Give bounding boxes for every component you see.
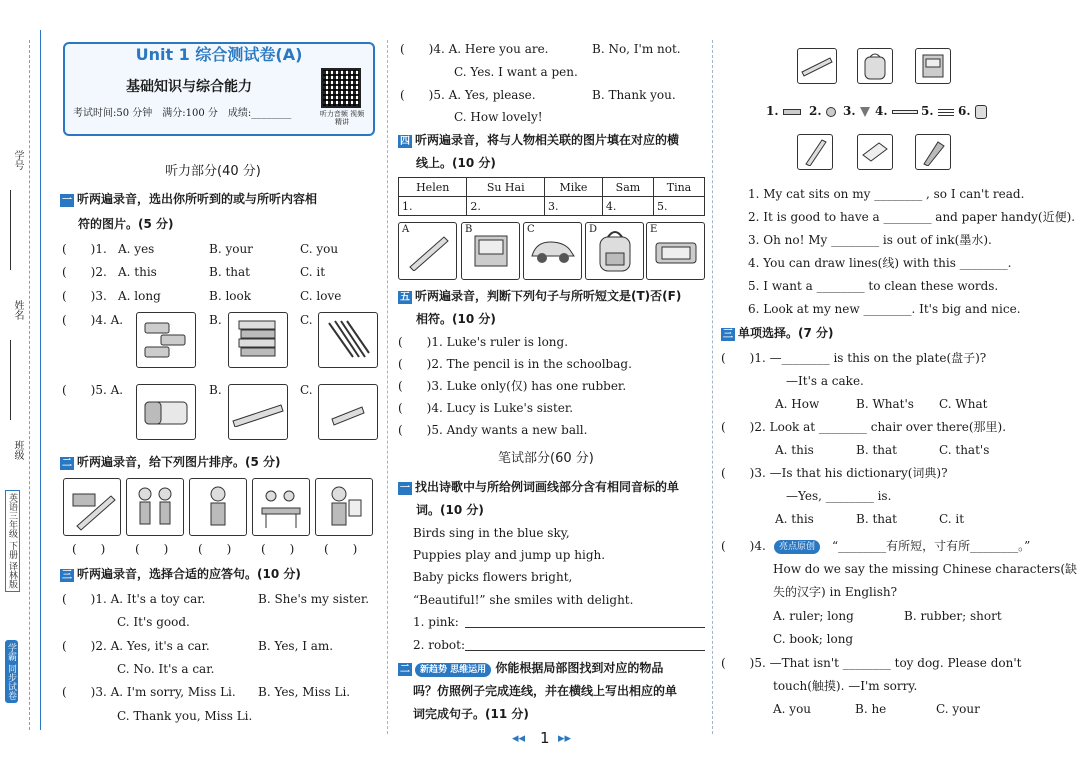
mc-q4-a[interactable]: A. ruler; long	[773, 609, 854, 623]
sort-picture-classroom[interactable]	[252, 478, 310, 536]
s1-q3-b[interactable]: B. look	[209, 289, 252, 303]
exam-info: 考试时间:50 分钟 满分:100 分 成绩:________	[73, 108, 292, 119]
button-fragment-icon	[826, 107, 836, 117]
s1-q2-c[interactable]: C. it	[300, 265, 326, 279]
mc-q4-text1: How do we say the missing Chinese characters(缺	[773, 562, 1078, 576]
number: 6.	[958, 104, 971, 118]
trend-tag: 新趋势 思维运用	[415, 663, 491, 677]
s3-q3[interactable]: ( )3. A. I'm sorry, Miss Li.	[62, 685, 236, 699]
partial-2	[809, 103, 836, 119]
sort-blank-3[interactable]: ( )	[198, 542, 232, 556]
short-ruler-picture[interactable]	[318, 384, 378, 440]
page-subtitle: 基础知识与综合能力	[126, 79, 252, 95]
sentence-4[interactable]: 4. You can draw lines(线) with this ________.	[748, 256, 1012, 270]
s5-item-5[interactable]: ( )5. Andy wants a new ball.	[398, 423, 588, 437]
binding-strip	[0, 0, 48, 764]
s5-item-4[interactable]: ( )4. Lucy is Luke's sister.	[398, 401, 574, 415]
class-label: 班级	[12, 440, 23, 460]
option-label: E	[650, 224, 658, 235]
ruler-picture[interactable]	[797, 48, 837, 84]
rubber-small-picture[interactable]	[857, 134, 893, 170]
poem-line-1: Birds sing in the blue sky,	[413, 526, 570, 540]
mc-q2-a[interactable]: A. this	[775, 443, 814, 457]
q-robot: 2. robot:	[413, 638, 465, 652]
sentence-5[interactable]: 5. I want a ________ to clean these words.	[748, 279, 999, 293]
mc-q4-b[interactable]: B. rubber; short	[904, 609, 1002, 623]
sort-blank-2[interactable]: ( )	[135, 542, 169, 556]
option-a-pencil[interactable]	[398, 222, 457, 280]
number: 2.	[809, 104, 822, 118]
cut-line	[29, 40, 30, 730]
s1-q3-a[interactable]: A. long	[118, 289, 161, 303]
listening-s5-title2: 相符。(10 分)	[416, 312, 496, 326]
number: 5.	[921, 104, 934, 118]
page-number: 1	[540, 729, 550, 747]
mc-q3-b[interactable]: B. that	[856, 512, 897, 526]
sentence-3[interactable]: 3. Oh no! My ________ is out of ink(墨水).	[748, 233, 992, 247]
pink-answer-line[interactable]	[465, 627, 705, 628]
s1-q5-b-label: B.	[209, 383, 222, 397]
s1-q1-b[interactable]: B. your	[209, 242, 253, 256]
pen-picture[interactable]	[915, 134, 951, 170]
qr-code[interactable]	[321, 68, 361, 108]
column-divider-2	[712, 40, 713, 734]
section-number: 一	[400, 483, 410, 494]
names-table	[398, 177, 705, 216]
sentence-2[interactable]: 2. It is good to have a ________ and paper handy(近便).	[748, 210, 1076, 224]
partial-5	[921, 103, 954, 119]
answer-blank[interactable]: 4.	[602, 197, 653, 216]
option-c-car[interactable]	[523, 222, 582, 280]
mc-q4-num[interactable]: ( )4.	[721, 539, 766, 553]
listening-heading: 听力部分(40 分)	[165, 164, 261, 179]
binding-rule	[40, 30, 41, 730]
sort-picture-ruler[interactable]	[63, 478, 121, 536]
mc-q4-text2: 失的汉字) in English?	[773, 585, 898, 599]
answer-row	[399, 197, 705, 216]
s1-q1-c[interactable]: C. you	[300, 242, 339, 256]
qr-caption: 听力音频 视频精讲	[319, 110, 365, 126]
mc-q1-answer: —It's a cake.	[786, 374, 864, 388]
section-number: 二	[400, 664, 410, 675]
s5-item-1[interactable]: ( )1. Luke's ruler is long.	[398, 335, 569, 349]
long-ruler-picture[interactable]	[228, 384, 288, 440]
mc-q1[interactable]: ( )1. —________ is this on the plate(盘子)?	[721, 351, 987, 365]
s1-q3-c[interactable]: C. love	[300, 289, 342, 303]
option-b-book[interactable]	[461, 222, 520, 280]
writing-s2-title1	[398, 660, 663, 677]
writing-s1-title2: 词。(10 分)	[416, 503, 484, 517]
section-title: 听两遍录音，选出你所听到的或与所听内容相	[77, 192, 318, 206]
series-label: 学霸 同步试卷	[5, 640, 18, 703]
mc-q5-c[interactable]: C. your	[936, 702, 980, 716]
s1-q4-b-label: B.	[209, 313, 222, 327]
mc-q3[interactable]: ( )3. —Is that his dictionary(词典)?	[721, 466, 948, 480]
mc-q4-proverb: “________有所短，寸有所________。”	[832, 539, 1031, 553]
section-number: 三	[62, 570, 72, 581]
s3-q3-b[interactable]: B. Yes, Miss Li.	[258, 685, 351, 699]
section-title: 听两遍录音，选择合适的应答句。(10 分)	[77, 567, 301, 581]
footer-prev-icon[interactable]: ◂◂	[512, 731, 526, 746]
listening-s4-title1	[398, 132, 679, 148]
s1-q1-a[interactable]: A. yes	[118, 242, 155, 256]
section-title: 听两遍录音，将与人物相关联的图片填在对应的横	[415, 133, 680, 147]
s1-q1-num: ( )1.	[62, 242, 107, 256]
answer-blank[interactable]: 3.	[545, 197, 603, 216]
pen-tip-fragment-icon	[860, 107, 870, 117]
robot-answer-line[interactable]	[465, 650, 705, 651]
s1-q4-c-label: C.	[300, 313, 313, 327]
number: 1.	[766, 104, 779, 118]
s1-q2-a[interactable]: A. this	[118, 265, 157, 279]
name-cell: Tina	[653, 178, 704, 197]
listening-s1-title1	[60, 191, 317, 207]
student-id-label: 学号	[12, 150, 23, 170]
s3-q1-c[interactable]: C. It's good.	[117, 615, 190, 629]
pencil-fragment-icon	[892, 110, 918, 114]
listening-s3-title	[60, 566, 301, 582]
mc-q1-b[interactable]: B. What's	[856, 397, 914, 411]
mc-q3-c[interactable]: C. it	[939, 512, 965, 526]
s3-q5-b[interactable]: B. Thank you.	[592, 88, 676, 102]
writing-s3-title	[721, 325, 834, 341]
option-label: B	[465, 224, 473, 235]
book-picture[interactable]	[915, 48, 951, 84]
mc-q2-b[interactable]: B. that	[856, 443, 897, 457]
listening-s5-title1	[398, 288, 681, 304]
option-label: D	[589, 224, 598, 235]
option-e-pencil-case[interactable]	[646, 222, 705, 280]
section-title: 听两遍录音，判断下列句子与所听短文是(T)否(F)	[415, 289, 682, 303]
partial-3	[843, 103, 870, 119]
name-cell: Sam	[602, 178, 653, 197]
rubber-picture[interactable]	[136, 384, 196, 440]
listening-s2-title	[60, 454, 281, 470]
s3-q1-b[interactable]: B. She's my sister.	[258, 592, 370, 606]
name-cell: Mike	[545, 178, 603, 197]
s3-q2-b[interactable]: B. Yes, I am.	[258, 639, 334, 653]
s3-q4-b[interactable]: B. No, I'm not.	[592, 42, 681, 56]
answer-blank[interactable]: 2.	[467, 197, 545, 216]
bag-strap-fragment-icon	[975, 105, 987, 119]
number: 4.	[875, 104, 888, 118]
sort-blank-4[interactable]: ( )	[261, 542, 295, 556]
option-d-schoolbag[interactable]	[585, 222, 644, 280]
section-title: 你能根据局部图找到对应的物品	[495, 661, 664, 675]
poem-line-3: Baby picks flowers bright,	[413, 570, 573, 584]
sort-picture-girl[interactable]	[189, 478, 247, 536]
pencil-picture[interactable]	[797, 134, 833, 170]
s3-q5-c[interactable]: C. How lovely!	[454, 110, 543, 124]
option-label: C	[527, 224, 535, 235]
s3-q5[interactable]: ( )5. A. Yes, please.	[400, 88, 536, 102]
sort-blank-1[interactable]: ( )	[72, 542, 106, 556]
section-title: 单项选择。(7 分)	[738, 326, 834, 340]
mc-q5[interactable]: ( )5. —That isn't ________ toy dog. Please don't	[721, 656, 1022, 670]
s3-q4[interactable]: ( )4. A. Here you are.	[400, 42, 549, 56]
section-number: 二	[62, 458, 72, 469]
section-number: 四	[400, 136, 410, 147]
column-divider-1	[387, 40, 388, 734]
section-number: 三	[723, 329, 733, 340]
name-label: 姓名	[12, 300, 23, 320]
s1-q2-num: ( )2.	[62, 265, 107, 279]
s3-q4-c[interactable]: C. Yes. I want a pen.	[454, 65, 578, 79]
s5-item-2[interactable]: ( )2. The pencil is in the schoolbag.	[398, 357, 632, 371]
name-cell: Su Hai	[467, 178, 545, 197]
original-tag: 亮点原创	[774, 540, 820, 554]
section-number: 五	[400, 292, 410, 303]
books-picture[interactable]	[228, 312, 288, 368]
sort-picture-kids[interactable]	[126, 478, 184, 536]
s3-q2[interactable]: ( )2. A. Yes, it's a car.	[62, 639, 210, 653]
s1-q5-c-label: C.	[300, 383, 313, 397]
s3-q3-c[interactable]: C. Thank you, Miss Li.	[117, 709, 253, 723]
answer-blank[interactable]: 1.	[399, 197, 467, 216]
writing-s2-title3: 词完成句子。(11 分)	[413, 707, 529, 721]
s5-item-3[interactable]: ( )3. Luke only(仅) has one rubber.	[398, 379, 627, 393]
mc-q3-answer: —Yes, ________ is.	[786, 489, 892, 503]
q-pink: 1. pink:	[413, 615, 459, 629]
section-number: 一	[62, 195, 72, 206]
mc-q5-text2: touch(触摸). —I'm sorry.	[773, 679, 918, 693]
partial-4	[875, 103, 918, 119]
book-label: 英语三年级 下册 译林版	[5, 490, 20, 592]
pencil-boxes-picture[interactable]	[136, 312, 196, 368]
sort-blank-5[interactable]: ( )	[324, 542, 358, 556]
mc-q1-a[interactable]: A. How	[775, 397, 820, 411]
names-row	[399, 178, 705, 197]
pencils-picture[interactable]	[318, 312, 378, 368]
page-title: Unit 1 综合测试卷(A)	[135, 45, 303, 64]
poem-line-2: Puppies play and jump up high.	[413, 548, 606, 562]
mc-q2-c[interactable]: C. that's	[939, 443, 990, 457]
name-cell: Helen	[399, 178, 467, 197]
s1-q5-num: ( )5. A.	[62, 383, 124, 397]
footer-next-icon[interactable]: ▸▸	[558, 731, 572, 746]
number: 3.	[843, 104, 856, 118]
answer-blank[interactable]: 5.	[653, 197, 704, 216]
s3-q1[interactable]: ( )1. A. It's a toy car.	[62, 592, 206, 606]
student-id-line	[10, 190, 11, 270]
header-box	[63, 42, 375, 136]
sentence-6[interactable]: 6. Look at my new ________. It's big and nice.	[748, 302, 1021, 316]
schoolbag-picture[interactable]	[857, 48, 893, 84]
writing-s1-title1	[398, 479, 679, 495]
mc-q2[interactable]: ( )2. Look at ________ chair over there(那里).	[721, 420, 1007, 434]
partial-6	[958, 103, 987, 119]
writing-heading: 笔试部分(60 分)	[498, 451, 594, 466]
mc-q3-a[interactable]: A. this	[775, 512, 814, 526]
pages-fragment-icon	[938, 108, 954, 116]
listening-s4-title2: 线上。(10 分)	[416, 156, 496, 170]
mc-q5-a[interactable]: A. you	[773, 702, 812, 716]
s1-q4-num: ( )4. A.	[62, 313, 124, 327]
s3-q2-c[interactable]: C. No. It's a car.	[117, 662, 215, 676]
mc-q4-c[interactable]: C. book; long	[773, 632, 854, 646]
highlight-tag	[774, 537, 820, 554]
section-title: 找出诗歌中与所给例词画线部分含有相同音标的单	[415, 480, 680, 494]
listening-s1-title2: 符的图片。(5 分)	[78, 217, 174, 231]
sort-picture-boy[interactable]	[315, 478, 373, 536]
s1-q3-num: ( )3.	[62, 289, 107, 303]
mc-q5-b[interactable]: B. he	[855, 702, 887, 716]
option-label: A	[402, 224, 410, 235]
section-title: 听两遍录音，给下列图片排序。(5 分)	[77, 455, 281, 469]
writing-s2-title2: 吗？仿照例子完成连线，并在横线上写出相应的单	[413, 684, 678, 698]
ruler-fragment-icon	[783, 109, 801, 115]
name-line	[10, 340, 11, 420]
sentence-1[interactable]: 1. My cat sits on my ________ , so I can't read.	[748, 187, 1025, 201]
poem-line-4: “Beautiful!” she smiles with delight.	[413, 593, 634, 607]
partial-1	[766, 103, 801, 119]
mc-q1-c[interactable]: C. What	[939, 397, 988, 411]
s1-q2-b[interactable]: B. that	[209, 265, 250, 279]
